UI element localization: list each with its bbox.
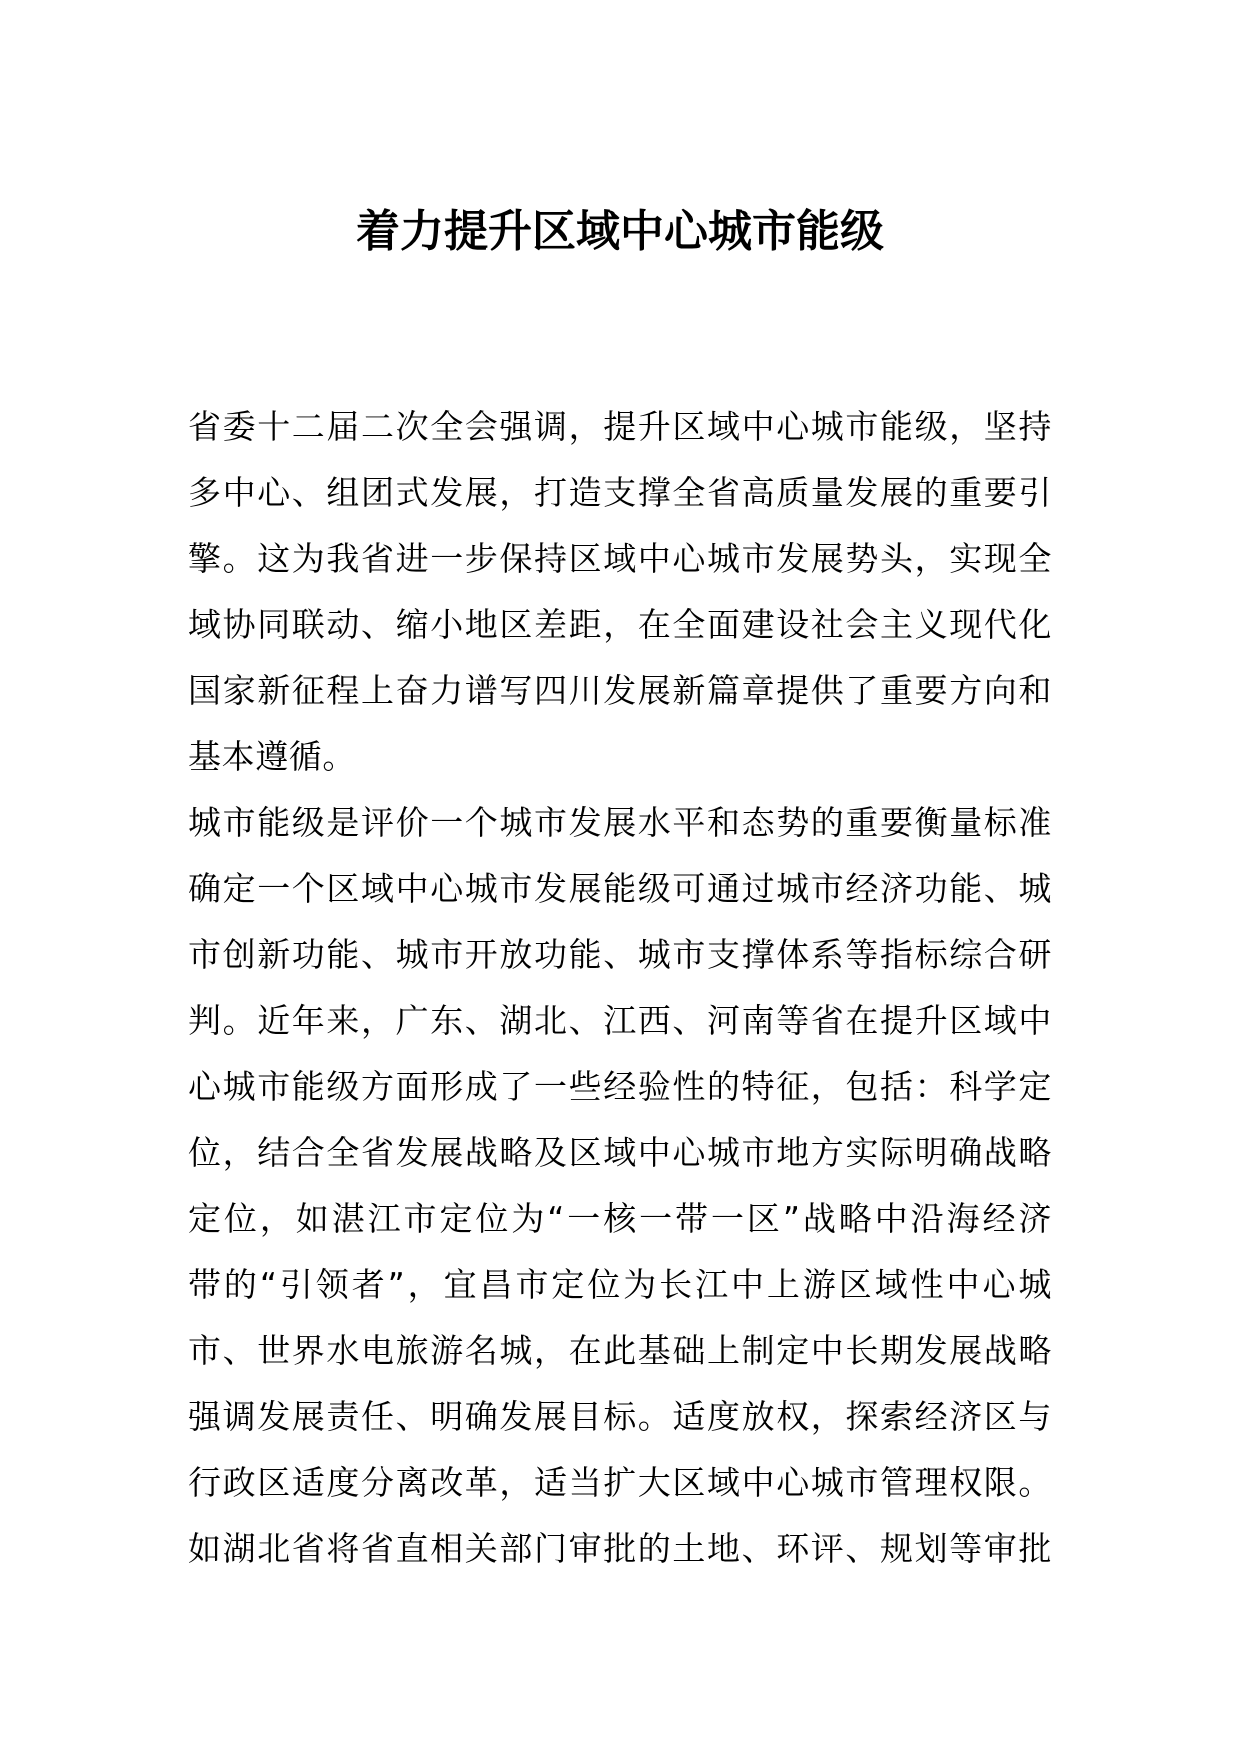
text-line: 强调发展责任、明确发展目标。适度放权，探索经济区与 [188, 1397, 1052, 1436]
text-line: 带的“引领者”，宜昌市定位为长江中上游区域性中心城 [188, 1265, 1052, 1304]
text-line: 城市能级是评价一个城市发展水平和态势的重要衡量标准 [188, 803, 1052, 842]
text-line: 位，结合全省发展战略及区域中心城市地方实际明确战略 [188, 1133, 1052, 1172]
document-body [188, 394, 1052, 1582]
text-line: 判。近年来，广东、湖北、江西、河南等省在提升区域中 [188, 1001, 1052, 1040]
text-line: 域协同联动、缩小地区差距，在全面建设社会主义现代化 [188, 605, 1052, 644]
text-line: 多中心、组团式发展，打造支撑全省高质量发展的重要引 [188, 473, 1052, 512]
text-line: 擎。这为我省进一步保持区域中心城市发展势头，实现全 [188, 539, 1052, 578]
text-line: 市、世界水电旅游名城，在此基础上制定中长期发展战略 [188, 1331, 1052, 1370]
text-line: 国家新征程上奋力谱写四川发展新篇章提供了重要方向和 [188, 671, 1052, 710]
text-line: 市创新功能、城市开放功能、城市支撑体系等指标综合研 [188, 935, 1052, 974]
text-line: 确定一个区域中心城市发展能级可通过城市经济功能、城 [188, 869, 1052, 908]
text-line: 行政区适度分离改革，适当扩大区域中心城市管理权限。 [188, 1463, 1052, 1502]
text-line: 定位，如湛江市定位为“一核一带一区”战略中沿海经济 [188, 1199, 1052, 1238]
paragraph-2 [188, 790, 1052, 1582]
text-line: 基本遵循。 [188, 737, 356, 776]
text-line: 省委十二届二次全会强调，提升区域中心城市能级，坚持 [188, 407, 1052, 446]
text-line: 心城市能级方面形成了一些经验性的特征，包括：科学定 [188, 1067, 1052, 1106]
text-line: 如湖北省将省直相关部门审批的土地、环评、规划等审批 [188, 1529, 1052, 1568]
paragraph-1 [188, 394, 1052, 790]
document-title: 着力提升区域中心城市能级 [356, 206, 884, 257]
